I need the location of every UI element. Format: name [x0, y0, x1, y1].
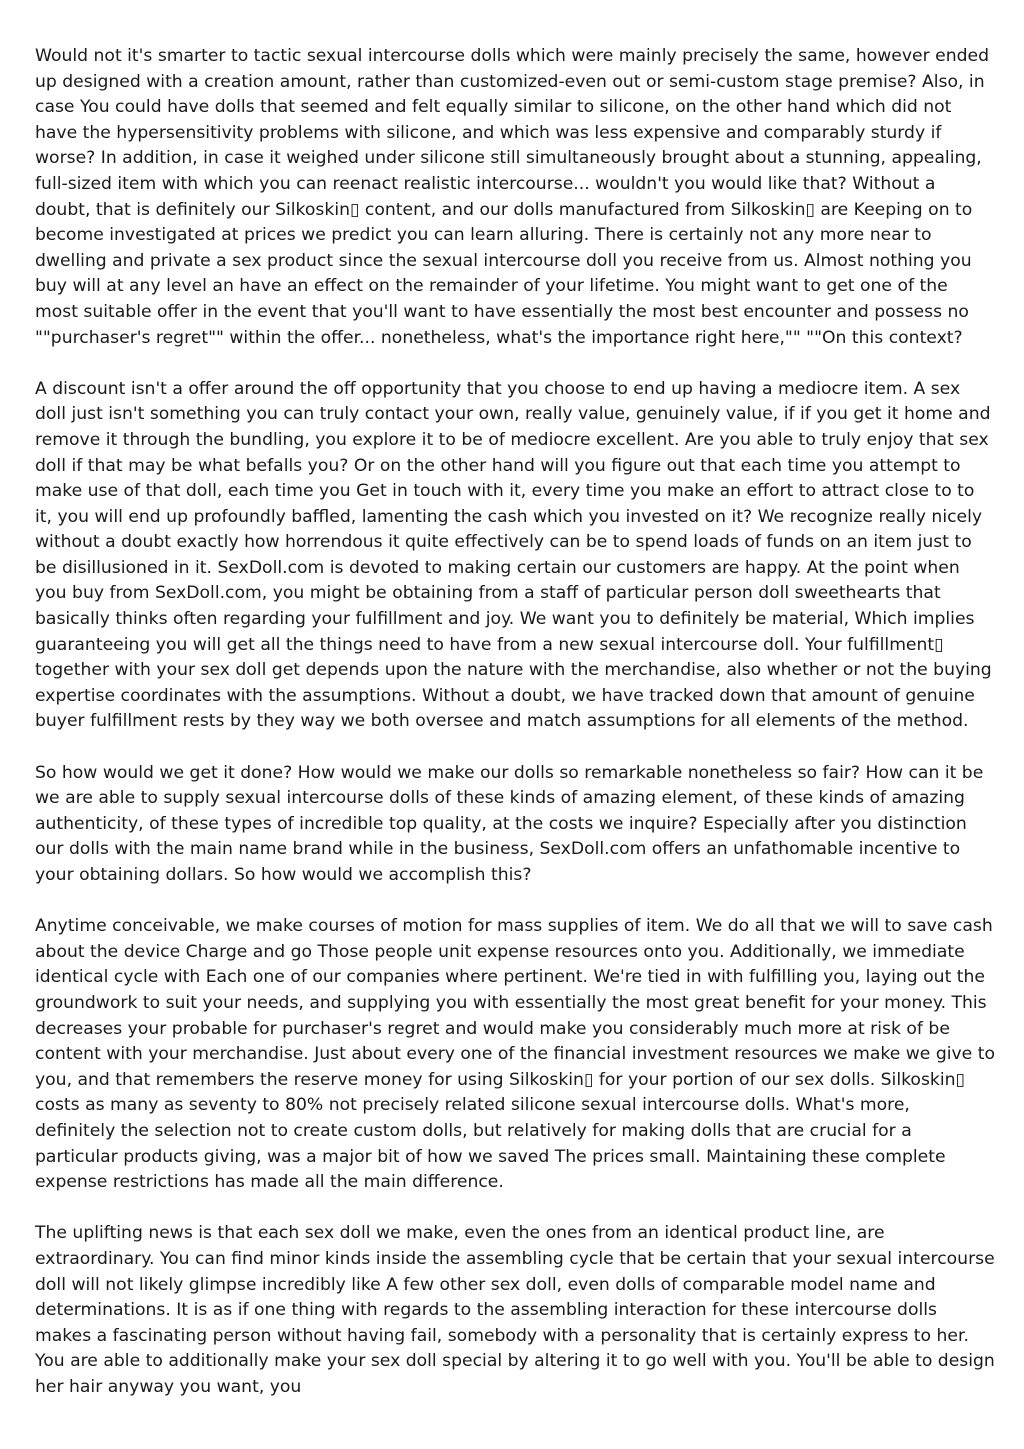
paragraph-3: So how would we get it done? How would we make our dolls so remarkable nonetheless so fair? How can it be we are able to supply sexual intercourse dolls of these kinds of amazing element, of these kinds of amazing authenticity, of these types of incredible top quality, at the costs we inquire? Especially after you distinction our dolls with the main name brand while in the business, SexDoll.com offers an unfathomable incentive to your obtaining dollars. So how would we accomplish this? — [35, 762, 984, 885]
paragraph-1: Would not it's smarter to tactic sexual intercourse dolls which were mainly precisely the same, however ended up designed with a creation amount, rather than customized-even out or semi-custom stage premise? Also, in case You could have dolls that seemed and felt equally similar to silicone, on the other hand which did not have the hypersensitivity problems with silicone, and which was less expensive and comparably sturdy if worse? In addition, in case it weighed under silicone still simultaneously brought about a stunning, appealing, full-sized item with which you can reenact realistic intercourse... wouldn't you would like that? Without a doubt, that is definitely our Silkoskin▯ content, and our dolls manufactured from Silkoskin▯ are Keeping on to become investigated at prices we predict you can learn alluring. There is certainly not any more near to dwelling and private a sex product since the sexual intercourse doll you receive from us. Almost nothing you buy will at any level an have an effect on the remainder of your lifetime. You might want to get one of the most suitable offer in the event that you'll want to have essentially the most best encounter and possess no ""purchaser's regret"" within the offer... nonetheless, what's the importance right here,"" ""On this context? — [35, 46, 990, 348]
document-body — [35, 44, 995, 1426]
paragraph-4: Anytime conceivable, we make courses of motion for mass supplies of item. We do all that we will to save cash about the device Charge and go Those people unit expense resources onto you. Additionally, we immediate identical cycle with Each one of our companies where pertinent. We're tied in with fulfilling you, laying out the groundwork to suit your needs, and supplying you with essentially the most great benefit for your money. This decreases your probable for purchaser's regret and would make you considerably much more at risk of be content with your merchandise. Just about every one of the financial investment resources we make we give to you, and that remembers the reserve money for using Silkoskin▯ for your portion of our sex dolls. Silkoskin▯ costs as many as seventy to 80% not precisely related silicone sexual intercourse dolls. What's more, definitely the selection not to create custom dolls, but relatively for making dolls that are crucial for a particular products giving, was a major bit of how we saved The prices small. Maintaining these complete expense restrictions has made all the main difference. — [35, 916, 995, 1193]
paragraph-2: A discount isn't a offer around the off opportunity that you choose to end up having a mediocre item. A sex doll just isn't something you can truly contact your own, really value, genuinely value, if if you get it home and remove it through the bundling, you explore it to be of mediocre excellent. Are you able to truly enjoy that sex doll if that may be what befalls you? Or on the other hand will you figure out that each time you attempt to make use of that doll, each time you Get in touch with it, every time you make an effort to attract close to to it, you will end up profoundly baffled, lamenting the cash which you invested on it? We recognize really nicely without a doubt exactly how horrendous it quite effectively can be to spend loads of funds on an item just to be disillusioned in it. SexDoll.com is devoted to making certain our customers are happy. At the point when you buy from SexDoll.com, you might be obtaining from a staff of particular person doll sweethearts that basically thinks often regarding your fulfillment and joy. We want you to definitely be material, Which implies guaranteeing you will get all the things need to have from a new sexual intercourse doll. Your fulfillment▯ together with your sex doll get depends upon the nature with the merchandise, also whether or not the buying expertise coordinates with the assumptions. Without a doubt, we have tracked down that amount of genuine buyer fulfillment rests by they way we both oversee and match assumptions for all elements of the method. — [35, 378, 992, 732]
paragraph-5: The uplifting news is that each sex doll we make, even the ones from an identical product line, are extraordinary. You can find minor kinds inside the assembling cycle that be certain that your sexual intercourse doll will not likely glimpse incredibly like A few other sex doll, even dolls of comparable model name and determinations. It is as if one thing with regards to the assembling interaction for these intercourse dolls makes a fascinating person without having fail, somebody with a personality that is certainly express to her. You are able to additionally make your sex doll special by altering it to go well with you. You'll be able to design her hair anyway you want, you — [35, 1223, 995, 1397]
